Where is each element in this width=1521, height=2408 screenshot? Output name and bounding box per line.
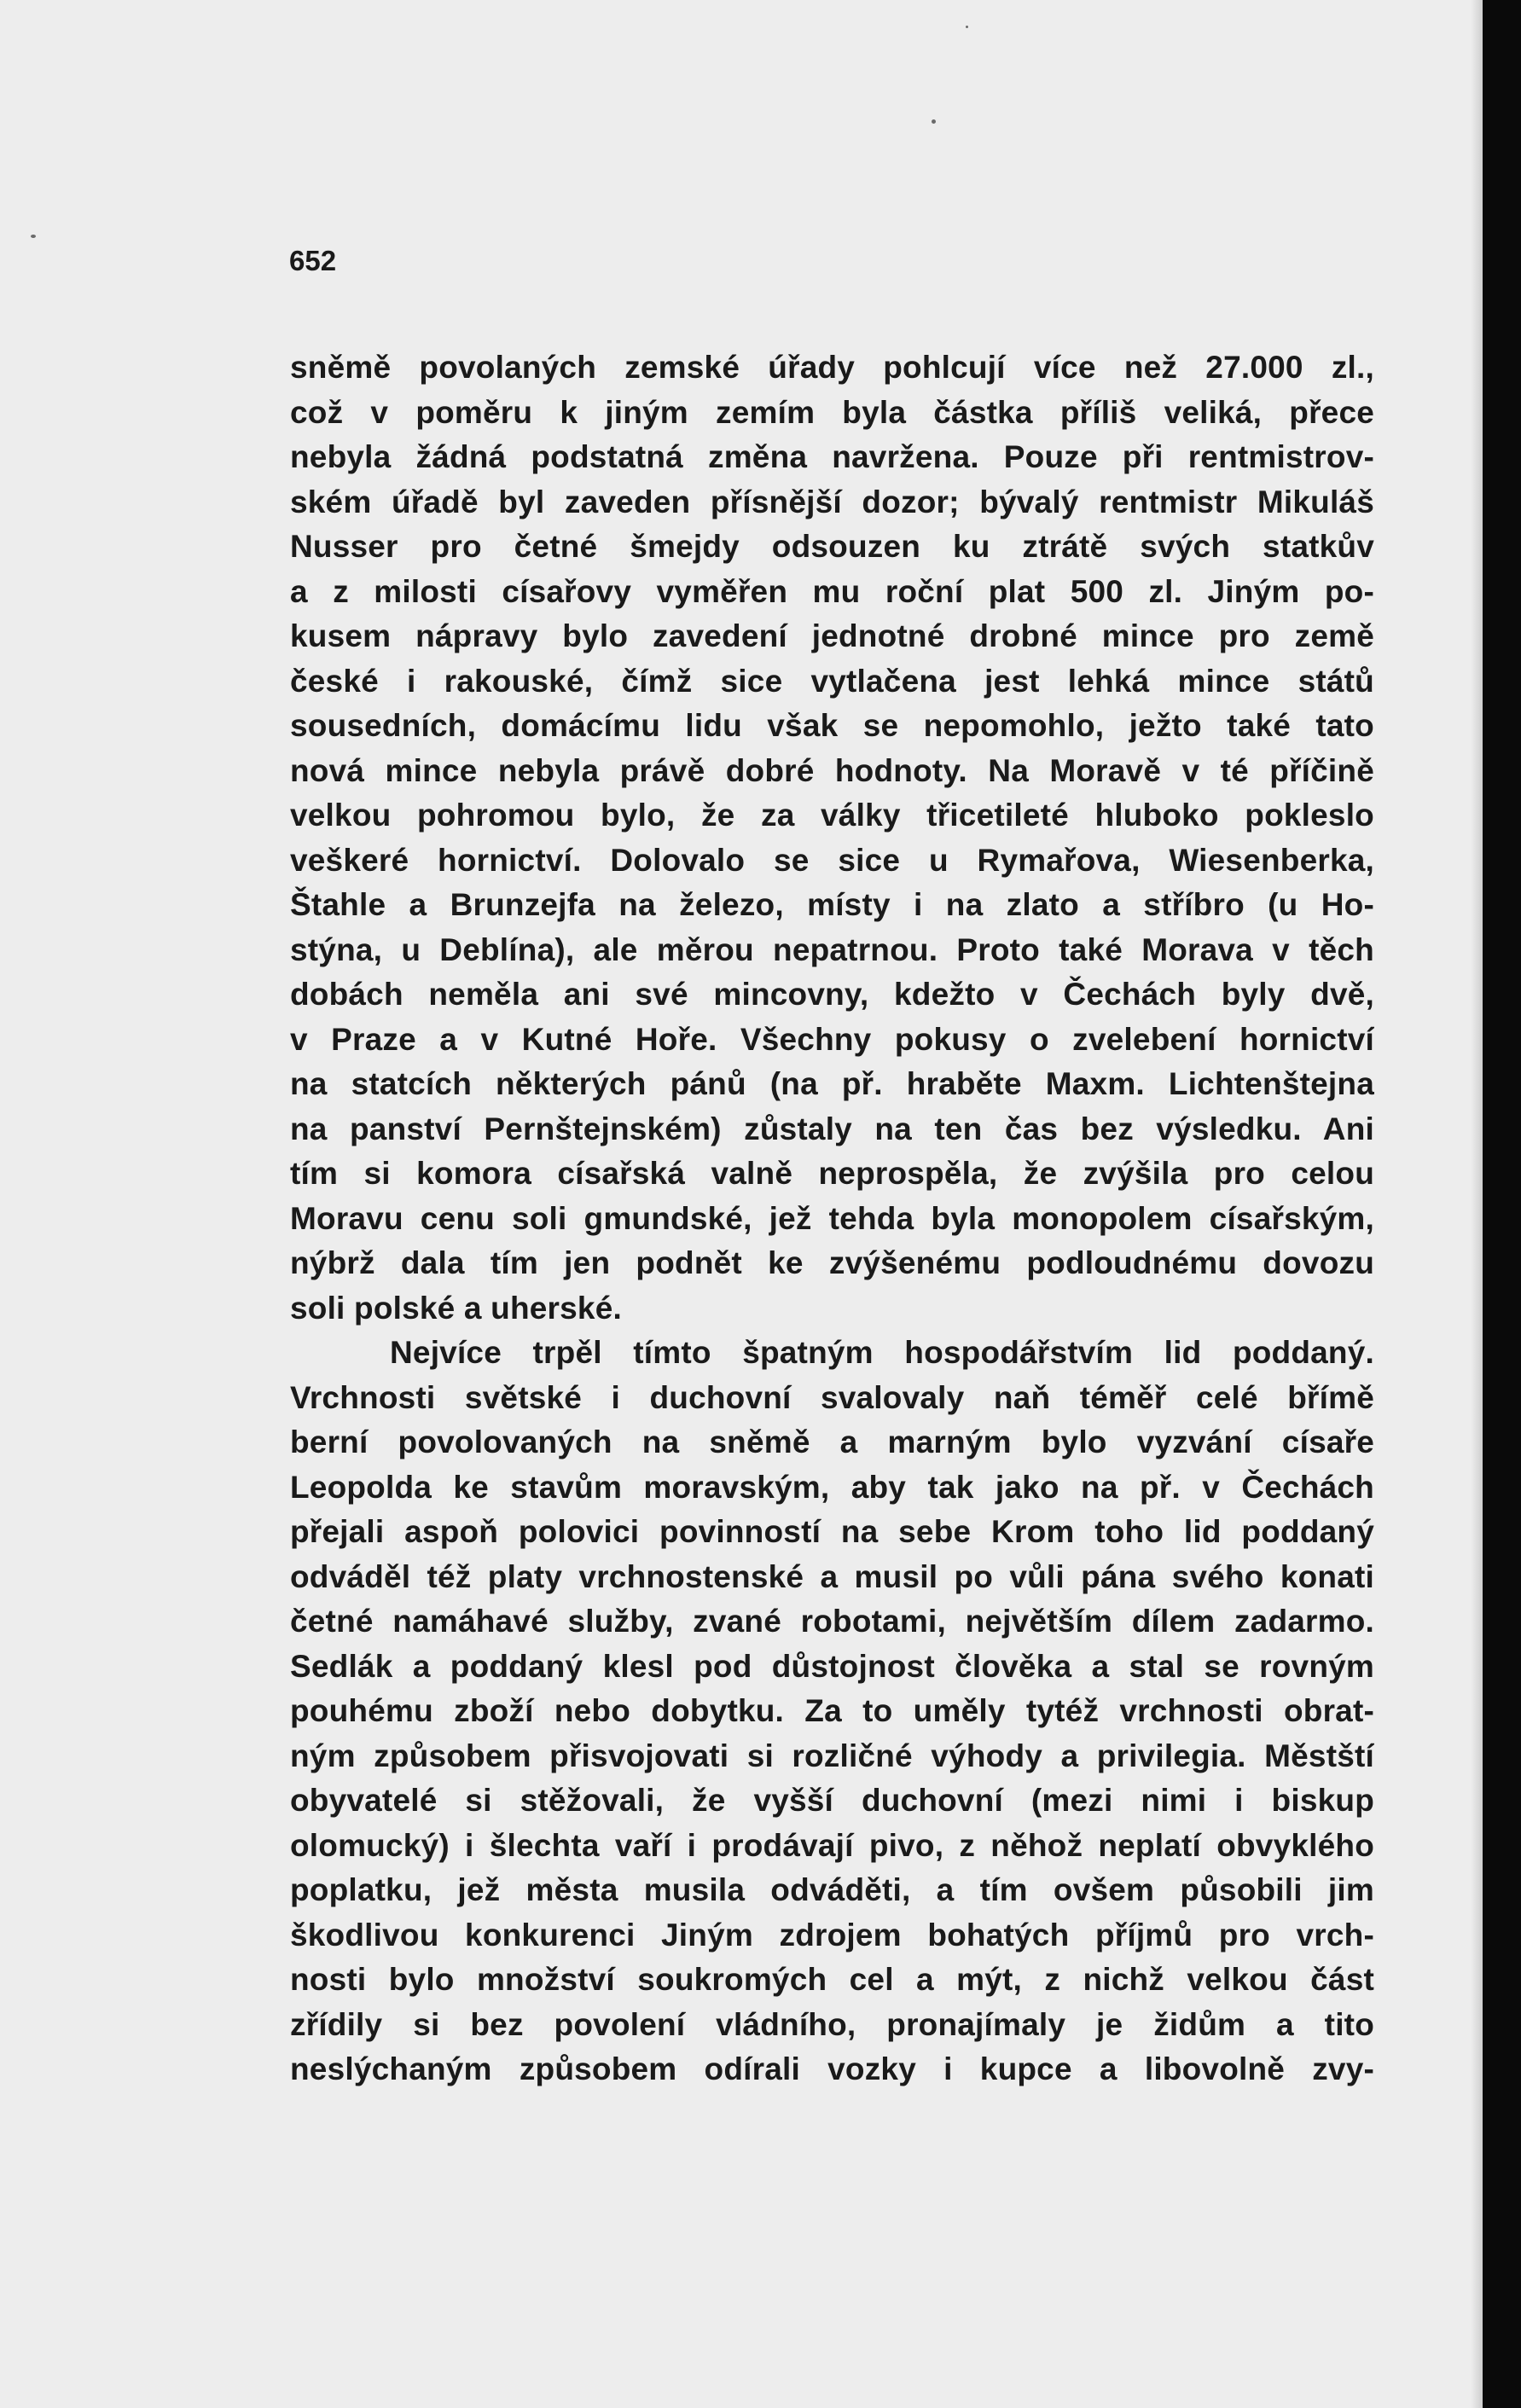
- text-line: neslýchaným způsobem odírali vozky i kupce a libovolně zvy-: [290, 2051, 1374, 2086]
- text-line: obyvatelé si stěžovali, že vyšší duchovní (mezi nimi i biskup: [290, 1783, 1374, 1818]
- text-line: zřídily si bez povolení vládního, pronajímaly je židům a tito: [290, 2006, 1374, 2042]
- text-line: stýna, u Deblína), ale měrou nepatrnou. Proto také Morava v těch: [290, 931, 1374, 967]
- text-line: pouhému zboží nebo dobytku. Za to uměly tytéž vrchnosti obrat-: [290, 1693, 1374, 1728]
- text-line: české i rakouské, čímž sice vytlačena jest lehká mince států: [290, 663, 1374, 699]
- text-line: nová mince nebyla právě dobré hodnoty. Na Moravě v té příčině: [290, 752, 1374, 788]
- text-line: kusem nápravy bylo zavedení jednotné drobné mince pro země: [290, 618, 1374, 653]
- text-line: tím si komora císařská valně neprospěla, že zvýšila pro celou: [290, 1156, 1374, 1191]
- text-line: přejali aspoň polovici povinností na sebe Krom toho lid poddaný: [290, 1514, 1374, 1549]
- text-line: nebyla žádná podstatná změna navržena. Pouze při rentmistrov-: [290, 439, 1374, 474]
- text-line: což v poměru k jiným zemím byla částka příliš veliká, přece: [290, 394, 1374, 430]
- text-line: sněmě povolaných zemské úřady pohlcují více než 27.000 zl.,: [290, 350, 1374, 385]
- text-line: soli polské a uherské.: [290, 1290, 622, 1326]
- text-line: sousedních, domácímu lidu však se nepomohlo, ježto také tato: [290, 708, 1374, 743]
- text-line: Vrchnosti světské i duchovní svalovaly naň téměř celé břímě: [290, 1379, 1374, 1415]
- print-speck: [966, 26, 968, 28]
- text-line: Nejvíce trpěl tímto špatným hospodářstvím lid poddaný.: [390, 1335, 1374, 1370]
- text-line: v Praze a v Kutné Hoře. Všechny pokusy o zvelebení hornictví: [290, 1021, 1374, 1057]
- text-line: berní povolovaných na sněmě a marným bylo vyzvání císaře: [290, 1424, 1374, 1459]
- scan-edge: [1483, 0, 1521, 2408]
- text-line: Sedlák a poddaný klesl pod důstojnost člověka a stal se rovným: [290, 1648, 1374, 1684]
- text-line: nosti bylo množství soukromých cel a mýt, z nichž velkou část: [290, 1962, 1374, 1997]
- text-line: na panství Pernštejnském) zůstaly na ten čas bez výsledku. Ani: [290, 1111, 1374, 1146]
- text-line: Moravu cenu soli gmundské, jež tehda byla monopolem císařským,: [290, 1200, 1374, 1236]
- text-line: četné namáhavé služby, zvané robotami, největším dílem zadarmo.: [290, 1604, 1374, 1639]
- text-line: Štahle a Brunzejfa na železo, místy i na zlato a stříbro (u Ho-: [290, 887, 1374, 922]
- text-line: škodlivou konkurenci Jiným zdrojem bohatých příjmů pro vrch-: [290, 1917, 1374, 1953]
- page-number: 652: [289, 245, 337, 276]
- text-line: Nusser pro četné šmejdy odsouzen ku ztrátě svých statkův: [290, 529, 1374, 564]
- text-line: Leopolda ke stavům moravským, aby tak jako na př. v Čechách: [290, 1469, 1374, 1505]
- text-line: ském úřadě byl zaveden přísnější dozor; bývalý rentmistr Mikuláš: [290, 484, 1374, 519]
- text-line: poplatku, jež města musila odváděti, a tím ovšem působili jim: [290, 1872, 1374, 1907]
- print-speck: [932, 119, 936, 124]
- text-line: odváděl též platy vrchnostenské a musil po vůli pána svého konati: [290, 1558, 1374, 1594]
- text-line: na statcích některých pánů (na př. hraběte Maxm. Lichtenštejna: [290, 1066, 1374, 1101]
- text-line: velkou pohromou bylo, že za války třicetileté hluboko pokleslo: [290, 798, 1374, 833]
- print-speck: [31, 235, 36, 238]
- text-line: ným způsobem přisvojovati si rozličné výhody a privilegia. Městští: [290, 1738, 1374, 1773]
- text-line: olomucký) i šlechta vaří i prodávají pivo, z něhož neplatí obvyklého: [290, 1827, 1374, 1863]
- text-line: veškeré hornictví. Dolovalo se sice u Rymařova, Wiesenberka,: [290, 842, 1374, 878]
- text-line: dobách neměla ani své mincovny, kdežto v Čechách byly dvě,: [290, 977, 1374, 1012]
- body-text: [290, 345, 1374, 2092]
- text-line: nýbrž dala tím jen podnět ke zvýšenému podloudnému dovozu: [290, 1245, 1374, 1280]
- text-line: a z milosti císařovy vyměřen mu roční plat 500 zl. Jiným po-: [290, 573, 1374, 609]
